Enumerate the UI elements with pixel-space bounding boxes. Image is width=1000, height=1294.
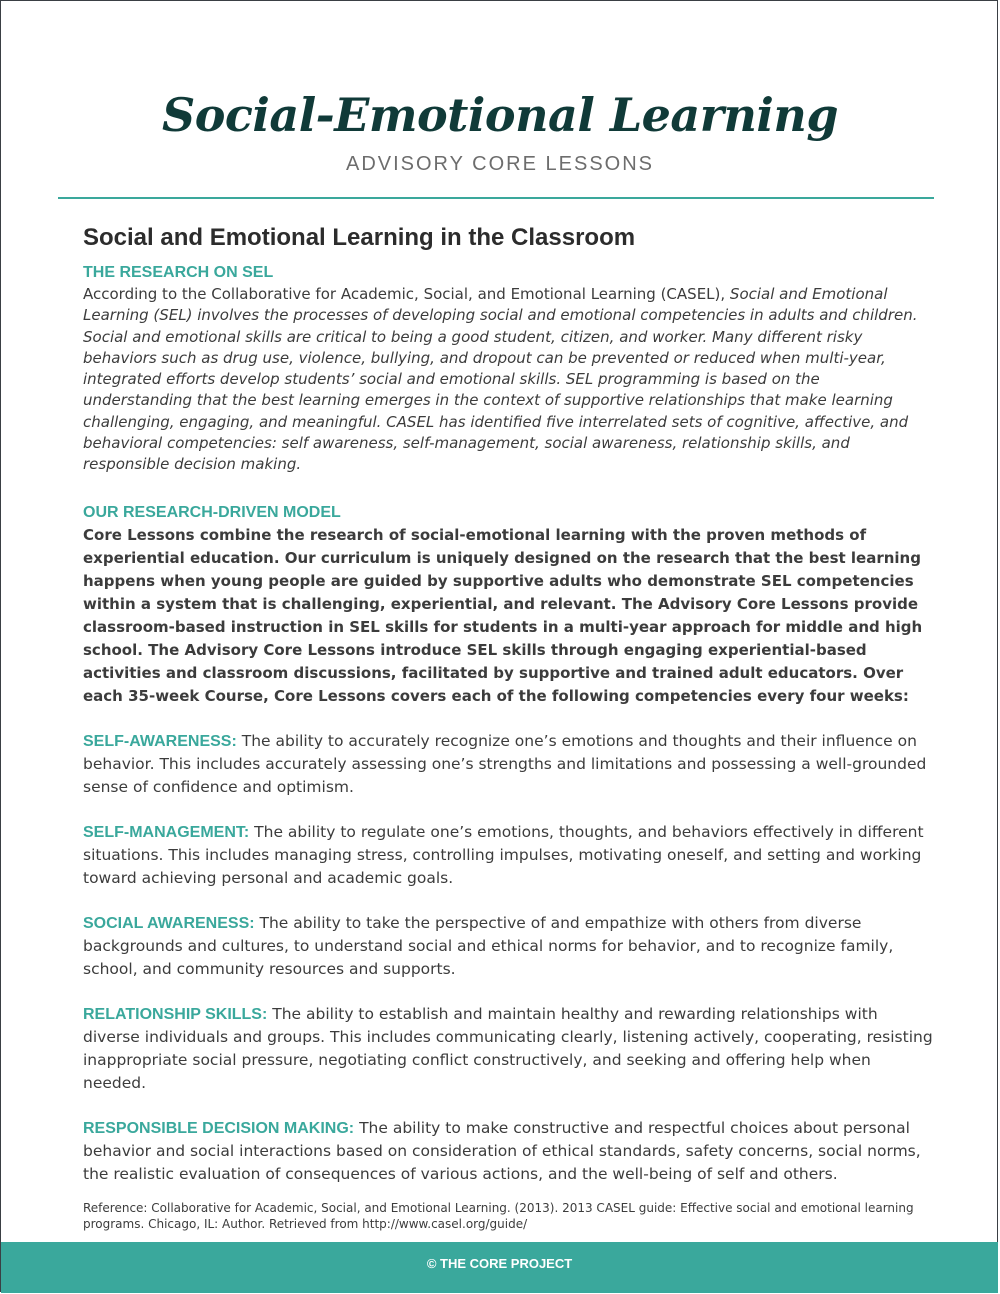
footer-copyright: © THE CORE PROJECT [426,1256,573,1271]
reference-citation: Reference: Collaborative for Academic, Social, and Emotional Learning. (2013). 2013 CASEL guide: Effective social and emotional learning programs. Chicago, IL: Author. Retrieved from http://www.casel.org/guide/ [83,1200,914,1231]
competency-label: RESPONSIBLE DECISION MAKING: [83,1119,355,1137]
competency-text: The ability to establish and maintain healthy and rewarding relationships with diverse individuals and groups. This includes communicating clearly, listening actively, cooperating, resisting inappropriate social pressure, negotiating conflict constructively, and seeking and offering help when needed. [83,1004,933,1092]
competency-label: SELF-MANAGEMENT: [83,823,250,841]
logo-subtitle: ADVISORY CORE LESSONS [345,153,654,175]
page-title: Social and Emotional Learning in the Classroom [83,224,636,251]
research-paragraph [83,284,933,476]
competency-self-management [83,821,933,890]
competency-text: The ability to make constructive and respectful choices about personal behavior and social interactions based on consideration of ethical standards, safety concerns, social norms, the realistic evaluation of consequences of various actions, and the well-being of self and others. [83,1118,921,1183]
footer-bar [1,1242,998,1293]
competency-text: The ability to take the perspective of and empathize with others from diverse backgrounds and cultures, to understand social and ethical norms for behavior, and to recognize family, school, and community resources and supports. [83,913,894,978]
competency-text: The ability to regulate one’s emotions, thoughts, and behaviors effectively in different situations. This includes managing stress, controlling impulses, motivating oneself, and setting and working toward achieving personal and academic goals. [83,822,924,887]
competency-label: RELATIONSHIP SKILLS: [83,1005,268,1023]
logo-title: Social-Emotional Learning [162,88,838,142]
research-heading: THE RESEARCH ON SEL [83,264,274,281]
competency-social-awareness [83,912,933,981]
research-intro: According to the Collaborative for Academic, Social, and Emotional Learning (CASEL), [83,285,730,303]
main-content [83,222,933,1232]
competency-label: SELF-AWARENESS: [83,732,237,750]
header-divider [58,197,934,199]
competency-responsible-decision-making [83,1117,933,1186]
competency-label: SOCIAL AWARENESS: [83,914,255,932]
competency-text: The ability to accurately recognize one’s emotions and thoughts and their influence on behavior. This includes accurately assessing one’s strengths and limitations and possessing a well-grounded sense of confidence and optimism. [83,731,927,796]
competency-relationship-skills [83,1003,933,1095]
model-paragraph: Core Lessons combine the research of social-emotional learning with the proven methods of experiential education. Our curriculum is uniquely designed on the research that the best learning happens when young people are guided by supportive adults who demonstrate SEL competencies within a system that is challenging, experiential, and relevant. The Advisory Core Lessons provide classroom-based instruction in SEL skills for students in a multi-year approach for middle and high school. The Advisory Core Lessons introduce SEL skills through engaging experiential-based activities and classroom discussions, facilitated by supportive and trained adult educators. Over each 35-week Course, Core Lessons covers each of the following competencies every four weeks: [83,525,923,705]
model-heading: OUR RESEARCH-DRIVEN MODEL [83,503,341,521]
competency-self-awareness [83,730,933,799]
research-body: Social and Emotional Learning (SEL) involves the processes of developing social and emotional competencies in adults and children. Social and emotional skills are critical to being a good student, citizen, and worker. Many different risky behaviors such as drug use, violence, bullying, and dropout can be prevented or reduced when multi-year, integrated efforts develop students’ social and emotional skills. SEL programming is based on the understanding that the best learning emerges in the context of supportive relationships that make learning challenging, engaging, and meaningful. CASEL has identified five interrelated sets of cognitive, affective, and behavioral competencies: self awareness, self-management, social awareness, relationship skills, and responsible decision making. [83,285,918,474]
